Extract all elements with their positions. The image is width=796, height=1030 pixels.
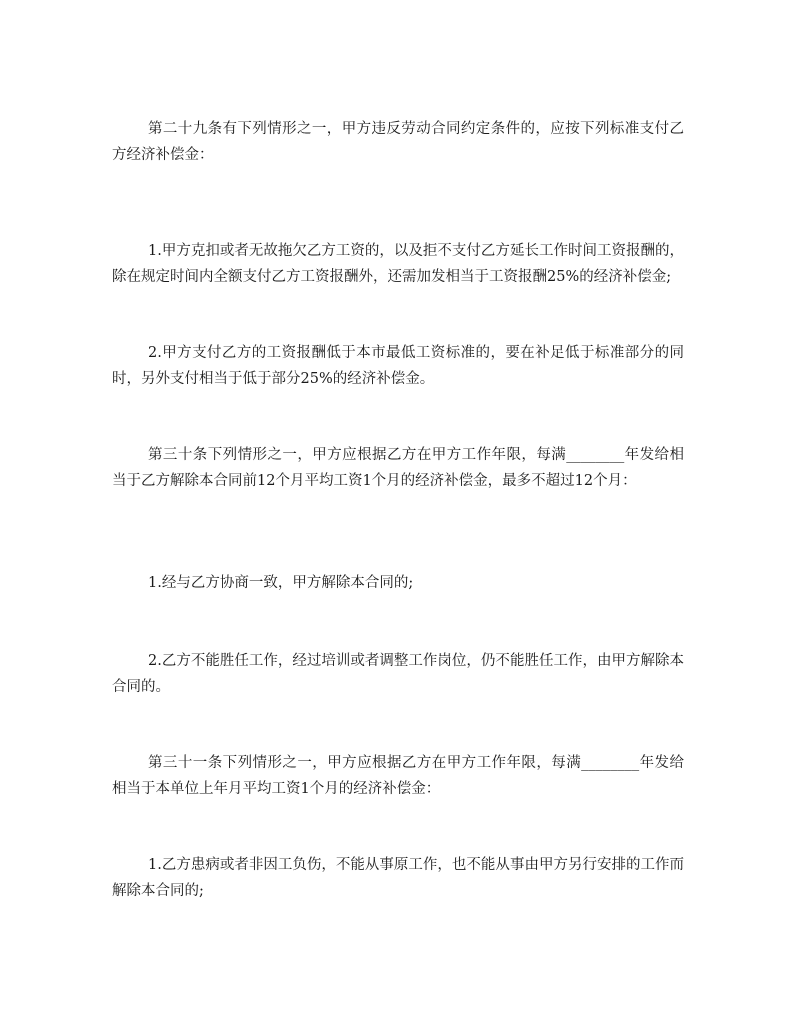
paragraph-article-29: 第二十九条有下列情形之一，甲方违反劳动合同约定条件的，应按下列标准支付乙方经济补偿金： xyxy=(112,121,684,163)
paragraph-article-29-item-1: 1.甲方克扣或者无故拖欠乙方工资的，以及拒不支付乙方延长工作时间工资报酬的，除在规定时间内全额支付乙方工资报酬外，还需加发相当于工资报酬25%的经济补偿金; xyxy=(112,243,684,285)
paragraph-article-30: 第三十条下列情形之一，甲方应根据乙方在甲方工作年限，每满________年发给相当于乙方解除本合同前12个月平均工资1个月的经济补偿金，最多不超过12个月： xyxy=(112,447,684,489)
paragraph-article-31-item-1: 1.乙方患病或者非因工负伤，不能从事原工作，也不能从事由甲方另行安排的工作而解除本合同的; xyxy=(112,857,684,899)
paragraph-article-31: 第三十一条下列情形之一，甲方应根据乙方在甲方工作年限，每满________年发给相当于本单位上年月平均工资1个月的经济补偿金： xyxy=(112,755,684,797)
paragraph-article-30-item-2: 2.乙方不能胜任工作，经过培训或者调整工作岗位，仍不能胜任工作，由甲方解除本合同的。 xyxy=(112,653,684,695)
paragraph-article-29-item-2: 2.甲方支付乙方的工资报酬低于本市最低工资标准的，要在补足低于标准部分的同时，另外支付相当于低于部分25%的经济补偿金。 xyxy=(112,345,684,387)
paragraph-article-30-item-1: 1.经与乙方协商一致，甲方解除本合同的; xyxy=(148,575,414,591)
